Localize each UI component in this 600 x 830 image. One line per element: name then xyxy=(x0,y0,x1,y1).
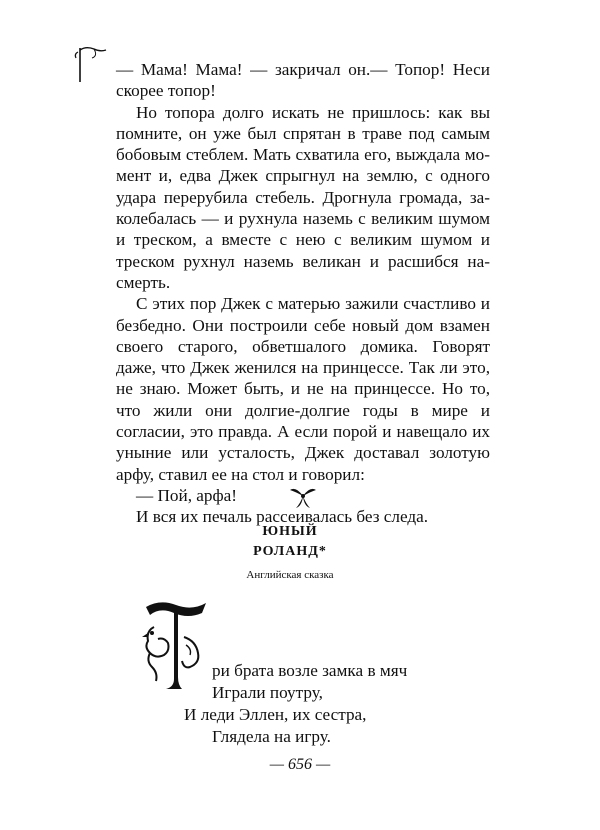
page-number: — 656 — xyxy=(269,756,331,773)
leaf-ornament-icon xyxy=(286,480,320,512)
paragraph-happy-ending: С этих пор Джек с матерью зажили счастливо и безбедно. Они построили себе новый дом взамен своего старого, обветшалого домика. Говорят даже, что Джек женился на принцессе. Так ли это, не знаю. Может быть, и не на принцессе. Но то, что жили они долгие-долгие годы в мире и согласии, это правда. А если порой и навещало их уныние или усталость, Джек доставал золотую арфу, ставил ее на стол и говорил: xyxy=(116,294,490,484)
verse-line-3: И леди Эллен, их сестра, xyxy=(184,705,367,724)
verse-line-2: Играли поутру, xyxy=(212,683,323,702)
story-title-line1: ЮНЫЙ xyxy=(262,524,318,539)
poem-opening xyxy=(140,660,480,748)
corner-bracket-ornament-icon xyxy=(72,44,112,84)
paragraph-axe: Но топора долго искать не пришлось: как вы помните, он уже был спрятан в траве под самым бобовым стеблем. Мать схватила его, выждала момент и, едва Джек спрыгнул на землю, с одного удара перерубила стебель. Дрогнула громада, заколебалась — и рухнула наземь с великим шумом и треском, а вместе с нею с великим шумом и треском рухнул наземь великан и расшибся насмерть. xyxy=(116,102,490,292)
paragraph-shout: — Мама! Мама! — закричал он.— Топор! Неси скорее топор! xyxy=(116,60,490,101)
verse-line-1: ри брата возле замка в мяч xyxy=(212,661,408,680)
story-subtitle: Английская сказка xyxy=(246,569,334,581)
paragraph-sing-harp: — Пой, арфа! xyxy=(136,485,237,505)
paragraph-final: И вся их печаль рассеивалась без следа. xyxy=(136,507,429,527)
story-heading xyxy=(180,522,400,582)
story-ending-text xyxy=(116,59,490,528)
verse-line-4: Глядела на игру. xyxy=(212,727,331,746)
story-title-line2: РОЛАНД* xyxy=(253,544,327,559)
